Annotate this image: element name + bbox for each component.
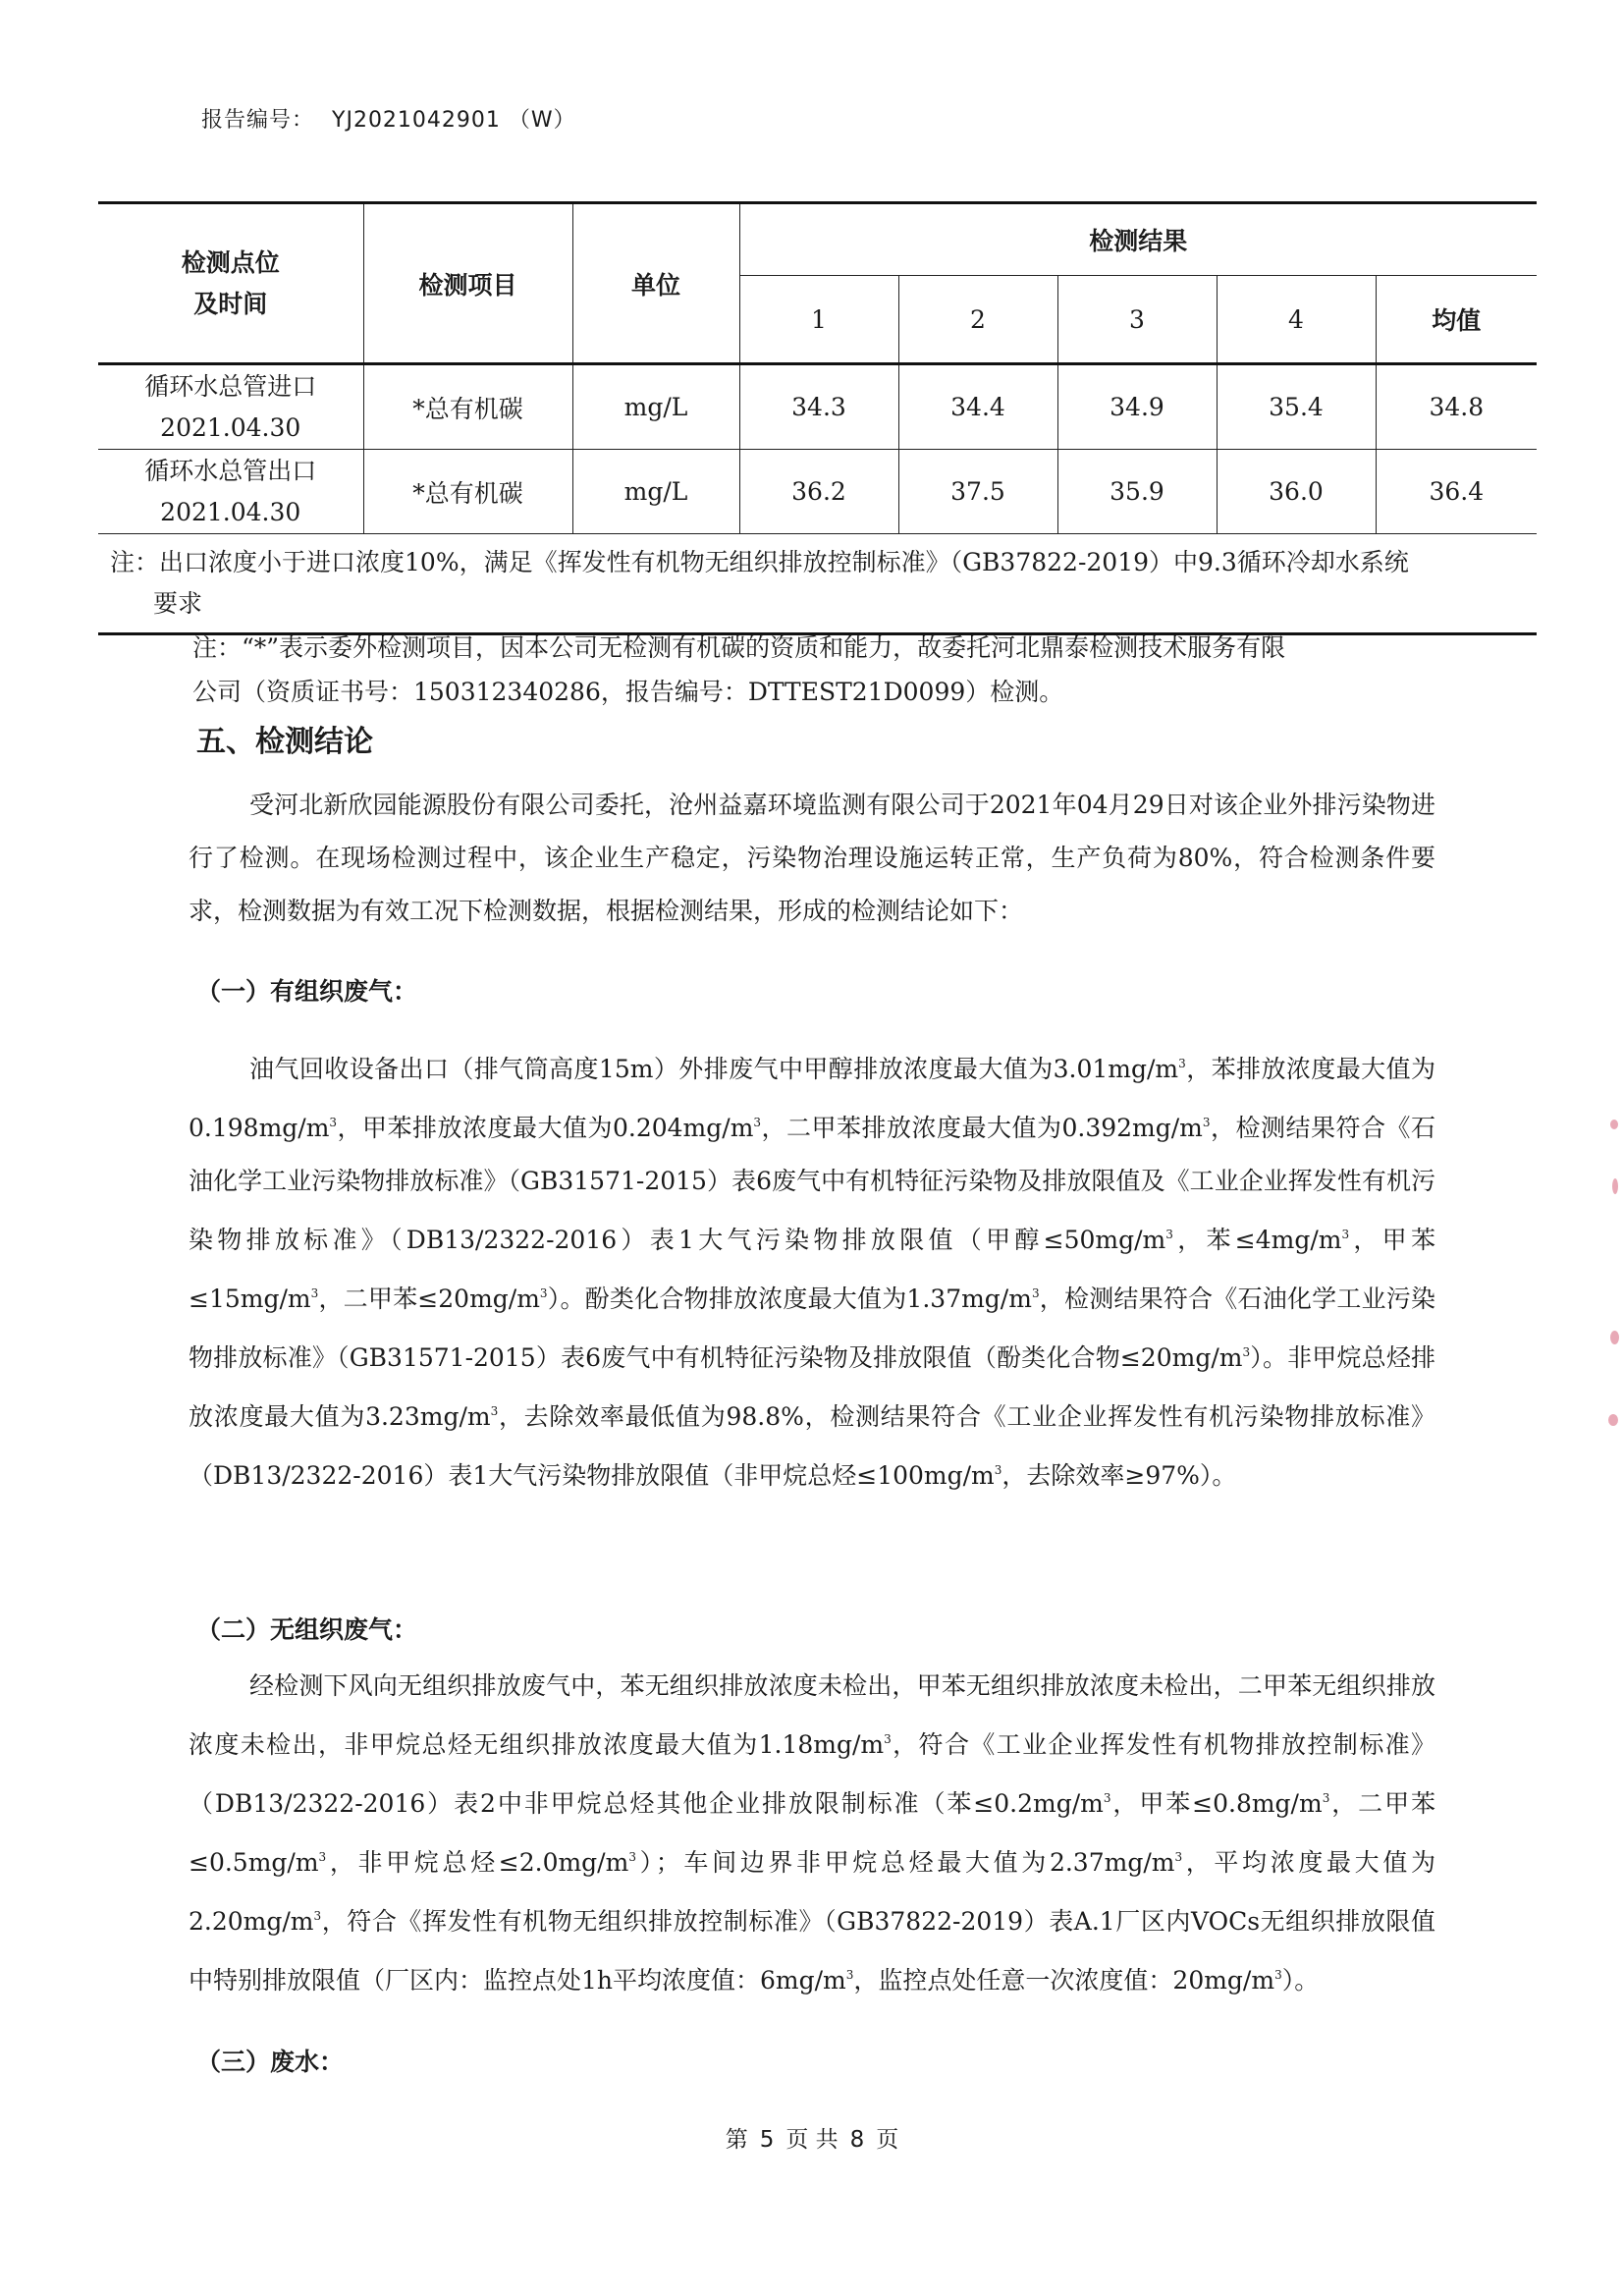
header-n1: 1 <box>739 276 898 364</box>
header-n2: 2 <box>898 276 1057 364</box>
scan-mark <box>1610 1120 1618 1129</box>
header-point-l2: 及时间 <box>193 289 268 318</box>
intro-paragraph: 受河北新欣园能源股份有限公司委托，沧州益嘉环境监测有限公司于2021年04月29日对该企业外排污染物进行了检测。在现场检测过程中，该企业生产稳定，污染物治理设施运转正常，生产负荷为80%，符合检测条件要求，检测数据为有效工况下检测数据，根据检测结果，形成的检测结论如下： <box>189 791 1435 925</box>
row-average: 36.4 <box>1376 450 1537 534</box>
footer-total-pages: 8 <box>849 2127 865 2153</box>
header-avg: 均值 <box>1376 276 1537 364</box>
row-item: *总有机碳 <box>363 450 572 534</box>
report-number <box>201 103 576 134</box>
outsourcing-footnote <box>192 626 1489 714</box>
row-value-3: 35.9 <box>1057 450 1217 534</box>
results-table <box>98 201 1537 635</box>
header-point <box>98 203 363 364</box>
scan-mark <box>1610 1331 1619 1344</box>
row-value-4: 36.0 <box>1217 450 1376 534</box>
row-unit: mg/L <box>572 364 739 450</box>
report-number-value: YJ2021042901 （W） <box>332 108 576 133</box>
page-footer <box>0 2121 1624 2154</box>
header-result: 检测结果 <box>739 203 1537 276</box>
header-n4: 4 <box>1217 276 1376 364</box>
fugitive-gas-paragraph: 经检测下风向无组织排放废气中，苯无组织排放浓度未检出，甲苯无组织排放浓度未检出，二甲苯无组织排放浓度未检出，非甲烷总烃无组织排放浓度最大值为$1.18mg/m^3$，符合《工业企业挥发性有机物排放控制标准》（DB13/2322-2016）表2中非甲烷总烃其他企业排放限制标准（苯$\le 0.2mg/m^3$，甲苯$\le 0.8mg/m^3$，二甲苯$\le 0.5mg/m^3$，非甲烷总烃$\le 2.0mg/m^3$）；车间边界非甲烷总烃最大值为$2.37mg/m^3$，平均浓度最大值为$2.20mg/m^3$，符合《挥发性有机物无组织排放控制标准》（GB37822-2019）表A.1厂区内VOCs无组织排放限值中特别排放限值（厂区内：监控点处1h平均浓度值：$6mg/m^3$，监控点处任意一次浓度值：$20mg/m^3$）。 <box>189 1671 1436 1995</box>
subsection-wastewater: （三）废水： <box>196 2048 345 2076</box>
row-item: *总有机碳 <box>363 364 572 450</box>
row-value-3: 34.9 <box>1057 364 1217 450</box>
organized-gas-paragraph: 油气回收设备出口（排气筒高度15m）外排废气中甲醇排放浓度最大值为$3.01mg/m^3$，苯排放浓度最大值为$0.198mg/m^3$，甲苯排放浓度最大值为$0.204mg/m^3$，二甲苯排放浓度最大值为$0.392mg/m^3$，检测结果符合《石油化学工业污染物排放标准》（GB31571-2015）表6废气中有机特征污染物及排放限值及《工业企业挥发性有机污染物排放标准》（DB13/2322-2016）表1大气污染物排放限值（甲醇$\le 50mg/m^3$，苯$\le 4mg/m^3$，甲苯$\le 15mg/m^3$，二甲苯$\le 20mg/m^3$）。酚类化合物排放浓度最大值为$1.37mg/m^3$，检测结果符合《石油化学工业污染物排放标准》（GB31571-2015）表6废气中有机特征污染物及排放限值（酚类化合物$\le 20mg/m^3$）。非甲烷总烃排放浓度最大值为$3.23mg/m^3$，去除效率最低值为98.8%，检测结果符合《工业企业挥发性有机污染物排放标准》（DB13/2322-2016）表1大气污染物排放限值（非甲烷总烃$\le 100mg/m^3$，去除效率≥97%）。 <box>189 1055 1435 1490</box>
row-value-4: 35.4 <box>1217 364 1376 450</box>
table-row <box>98 450 1537 534</box>
row-point: 循环水总管进口 2021.04.30 <box>98 364 363 450</box>
scan-mark <box>1608 1414 1618 1426</box>
section-title: 五、检测结论 <box>196 725 373 759</box>
footnote-line2: 公司（资质证书号：150312340286，报告编号：DTTEST21D0099）检测。 <box>192 678 1064 706</box>
subsection-organized-gas: （一）有组织废气： <box>196 977 418 1006</box>
scan-mark <box>1612 1178 1618 1194</box>
row-unit: mg/L <box>572 450 739 534</box>
footer-middle: 页 共 <box>785 2127 839 2153</box>
table-row <box>98 364 1537 450</box>
footnote-line1: 注：“*”表示委外检测项目，因本公司无检测有机碳的资质和能力，故委托河北鼎泰检测技术服务有限 <box>192 633 1286 662</box>
row-average: 34.8 <box>1376 364 1537 450</box>
footer-prefix: 第 <box>725 2127 748 2153</box>
row-value-1: 36.2 <box>739 450 898 534</box>
table-note-line2: 要求 <box>153 589 203 618</box>
row-value-2: 34.4 <box>898 364 1057 450</box>
header-item: 检测项目 <box>363 203 572 364</box>
table-note <box>98 534 1537 634</box>
footer-page-number: 5 <box>759 2127 775 2153</box>
row-point: 循环水总管出口 2021.04.30 <box>98 450 363 534</box>
row-value-1: 34.3 <box>739 364 898 450</box>
footer-suffix: 页 <box>876 2127 899 2153</box>
header-unit: 单位 <box>572 203 739 364</box>
report-number-label: 报告编号： <box>201 108 315 133</box>
header-n3: 3 <box>1057 276 1217 364</box>
subsection-fugitive-gas: （二）无组织废气： <box>196 1615 418 1644</box>
table-note-line1: 注：出口浓度小于进口浓度10%，满足《挥发性有机物无组织排放控制标准》（GB37822-2019）中9.3循环冷却水系统 <box>110 548 1409 576</box>
row-value-2: 37.5 <box>898 450 1057 534</box>
header-point-l1: 检测点位 <box>181 247 280 277</box>
